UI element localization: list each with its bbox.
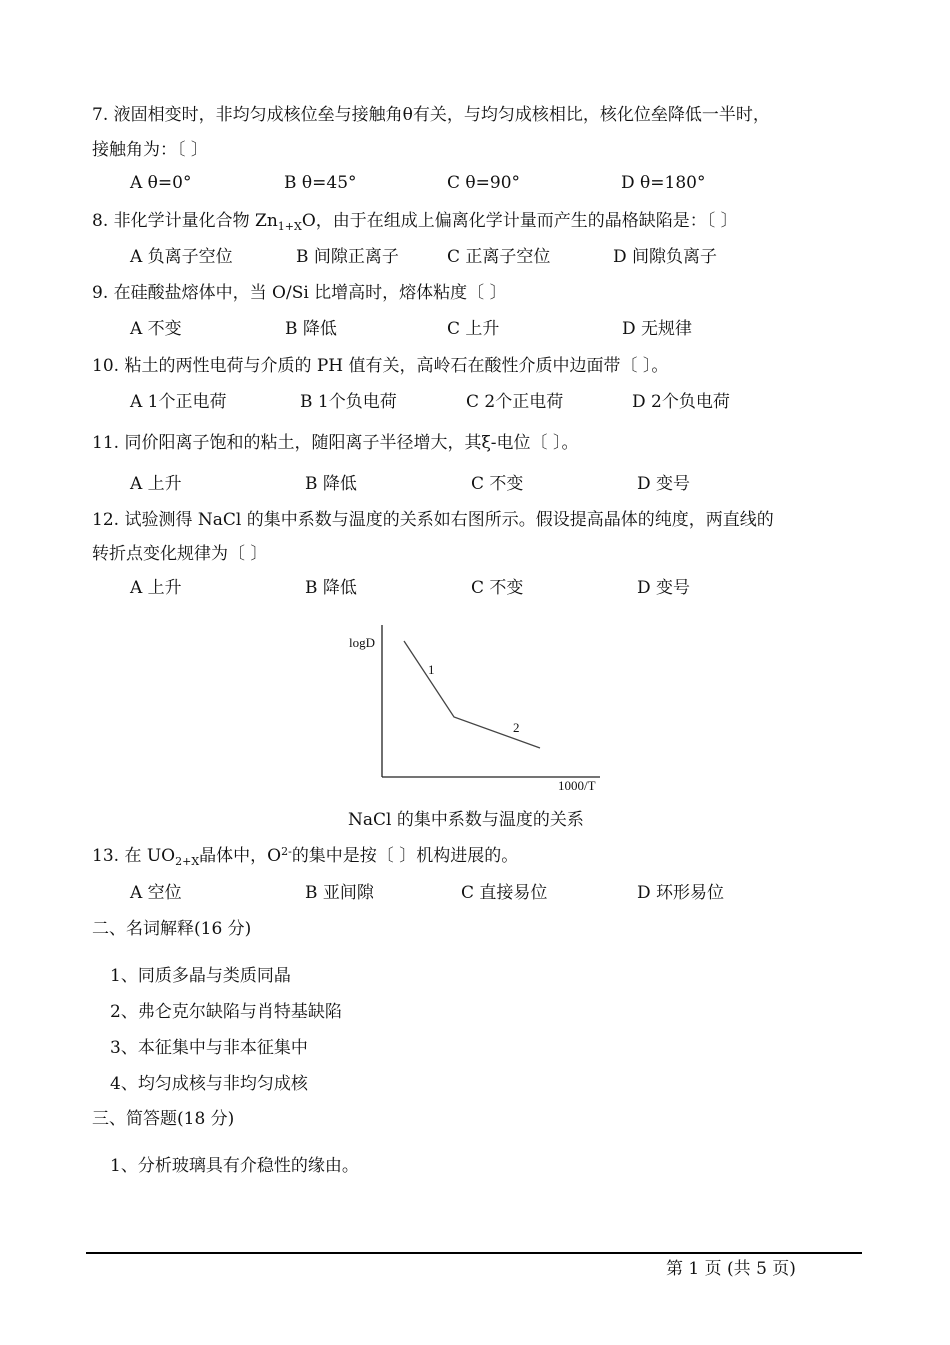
q13-option-d: D 环形易位: [637, 883, 725, 903]
section2-item-3: 3、本征集中与非本征集中: [110, 1038, 308, 1058]
q12-stem-line1: 12. 试验测得 NaCl 的集中系数与温度的关系如右图所示。假设提高晶体的纯度，两直线的: [92, 510, 774, 530]
q10-option-b: B 1个负电荷: [300, 392, 397, 412]
q12-option-b: B 降低: [305, 578, 357, 598]
q7-option-d: D θ=180°: [621, 173, 706, 193]
q13-stem: 13. 在 $UO_{2+X}$晶体中，$O^{2-}$的集中是按〔 〕机构进展的。: [92, 845, 519, 868]
section3-title: 三、简答题(18 分): [92, 1109, 235, 1129]
section2-item-4: 4、均匀成核与非均匀成核: [110, 1074, 308, 1094]
q9-option-d: D 无规律: [622, 319, 693, 339]
section3-item-1: 1、分析玻璃具有介稳性的缘由。: [110, 1156, 359, 1176]
q7-option-a: A θ=0°: [130, 173, 192, 193]
q13-option-c: C 直接易位: [461, 883, 548, 903]
q10-stem: 10. 粘土的两性电荷与介质的 PH 值有关，高岭石在酸性介质中边面带〔 〕。: [92, 356, 669, 376]
q11-option-b: B 降低: [305, 474, 357, 494]
q9-stem: 9. 在硅酸盐熔体中，当 O/Si 比增高时，熔体粘度〔 〕: [92, 283, 507, 303]
q10-option-c: C 2个正电荷: [466, 392, 564, 412]
q7-option-c: C θ=90°: [447, 173, 521, 193]
q7-stem-line2: 接触角为：〔 〕: [92, 140, 208, 160]
q9-option-b: B 降低: [285, 319, 337, 339]
q13-option-b: B 亚间隙: [305, 883, 374, 903]
q11-option-d: D 变号: [637, 474, 691, 494]
q9-option-c: C 上升: [447, 319, 500, 339]
q8-option-d: D 间隙负离子: [613, 247, 718, 267]
q7-stem-line1: 7. 液固相变时，非均匀成核位垒与接触角θ有关，与均匀成核相比，核化位垒降低一半时，: [92, 105, 770, 125]
section2-title: 二、名词解释(16 分): [92, 919, 252, 939]
figure-xlabel: 1000/T: [558, 778, 596, 793]
q11-stem: 11. 同价阳离子饱和的粘土，随阳离子半径增大，其ξ-电位〔 〕。: [92, 433, 579, 453]
section2-item-1: 1、同质多晶与类质同晶: [110, 966, 291, 986]
q12-option-c: C 不变: [471, 578, 524, 598]
figure-caption: NaCl 的集中系数与温度的关系: [348, 810, 584, 830]
q7-option-b: B θ=45°: [284, 173, 357, 193]
figure-curve: [404, 641, 540, 748]
q8-stem: 8. 非化学计量化合物 $Zn_{1+X}O$，由于在组成上偏离化学计量而产生的晶格缺陷是：〔 〕: [92, 211, 738, 233]
figure-ylabel: logD: [349, 635, 375, 650]
q12-option-a: A 上升: [130, 578, 182, 598]
q11-option-a: A 上升: [130, 474, 182, 494]
q8-option-a: A 负离子空位: [130, 247, 233, 267]
diffusion-figure: [340, 615, 620, 805]
q10-option-a: A 1个正电荷: [130, 392, 227, 412]
section2-item-2: 2、弗仑克尔缺陷与肖特基缺陷: [110, 1002, 342, 1022]
figure-line2-label: 2: [513, 720, 520, 735]
q12-option-d: D 变号: [637, 578, 691, 598]
q8-option-c: C 正离子空位: [447, 247, 551, 267]
q12-stem-line2: 转折点变化规律为〔 〕: [92, 544, 268, 564]
q8-option-b: B 间隙正离子: [296, 247, 399, 267]
q10-option-d: D 2个负电荷: [632, 392, 730, 412]
q13-option-a: A 空位: [130, 883, 182, 903]
footer-rule: [86, 1252, 862, 1254]
q11-option-c: C 不变: [471, 474, 524, 494]
figure-line1-label: 1: [428, 662, 435, 677]
q9-option-a: A 不变: [130, 319, 182, 339]
page-number: 第 1 页 (共 5 页): [666, 1259, 796, 1279]
